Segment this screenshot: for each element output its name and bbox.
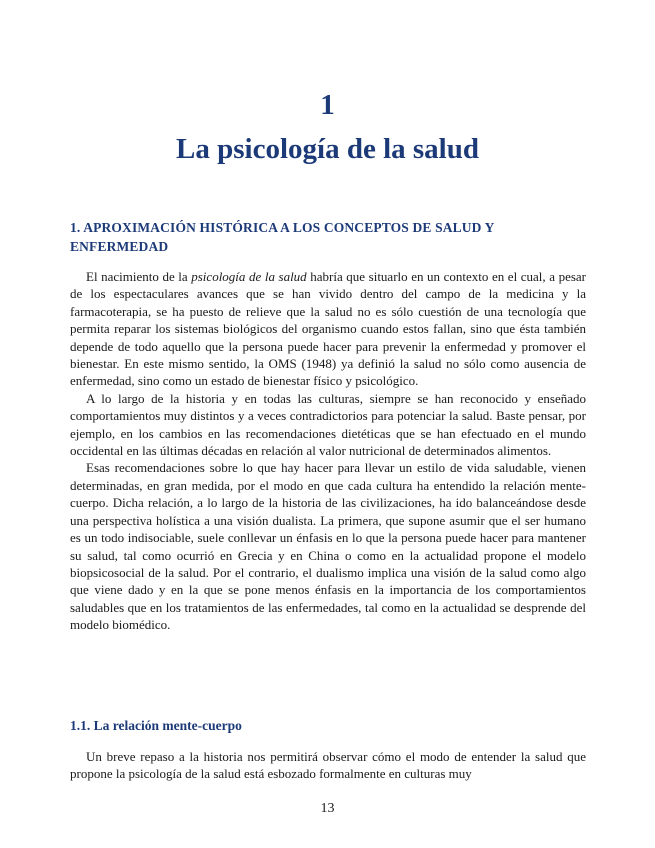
chapter-title: La psicología de la salud [176,133,479,165]
section-body [70,268,586,634]
paragraph: Un breve repaso a la historia nos permitirá observar cómo el modo de entender la salud que propone la psicología de la salud está esbozado formalmente en culturas muy [70,749,586,782]
paragraph-text: habría que situarlo en un contexto en el cual, a pesar de los espectaculares avances que se han vivido dentro del campo de la medicina y la farmacoterapia, se ha puesto de relieve que la salud no es sólo cuestión de una tecnología que permita reparar los sistemas biológicos del organismo cuando estos fallan, sino que ésta también depende de todo aquello que la persona puede hacer para prevenir la enfermedad y promover el bienestar. En este mismo sentido, la OMS (1948) ya definió la salud no sólo como ausencia de enfermedad, sino como un estado de bienestar físico y psicológico. [70,269,587,389]
paragraph: A lo largo de la historia y en todas las culturas, siempre se han reconocido y enseñado comportamientos muy distintos y a veces contradictorios para potenciar la salud. Baste pensar, por ejemplo, en los cambios en las recomendaciones dietéticas que se han efectuado en el mundo occidental en las últimas décadas en relación al valor nutricional de determinados alimentos. [70,390,586,459]
page-number: 13 [320,801,335,816]
paragraph: Esas recomendaciones sobre lo que hay hacer para llevar un estilo de vida saludable, vienen determinadas, en gran medida, por el modo en que cada cultura ha entendido la relación mente-cuerpo. Dicha relación, a lo largo de la historia de las civilizaciones, ha ido balanceándose desde una perspectiva holística a una visión dualista. La primera, que supone asumir que el ser humano es un todo indisociable, suele conllevar un énfasis en lo que la persona puede hacer para mantener su salud, tal como ocurrió en Grecia y en China o como en la actualidad propone el modelo biopsicosocial de la salud. Por el contrario, el dualismo implica una visión de la salud como algo que viene dado y en la que se pone menos énfasis en la importancia de los comportamientos saludables que en los tratamientos de las enfermedades, tal como en la actualidad se desprende del modelo biomédico. [70,460,586,633]
emphasized-term: psicología de la salud [191,269,307,284]
paragraph [70,268,586,390]
chapter-number: 1 [320,89,335,121]
subsection-heading: 1.1. La relación mente-cuerpo [70,718,242,733]
section-heading: 1. APROXIMACIÓN HISTÓRICA A LOS CONCEPTOS DE SALUD Y ENFERMEDAD [70,220,494,254]
subsection-body [70,748,586,783]
paragraph-text: El nacimiento de la [86,269,192,284]
